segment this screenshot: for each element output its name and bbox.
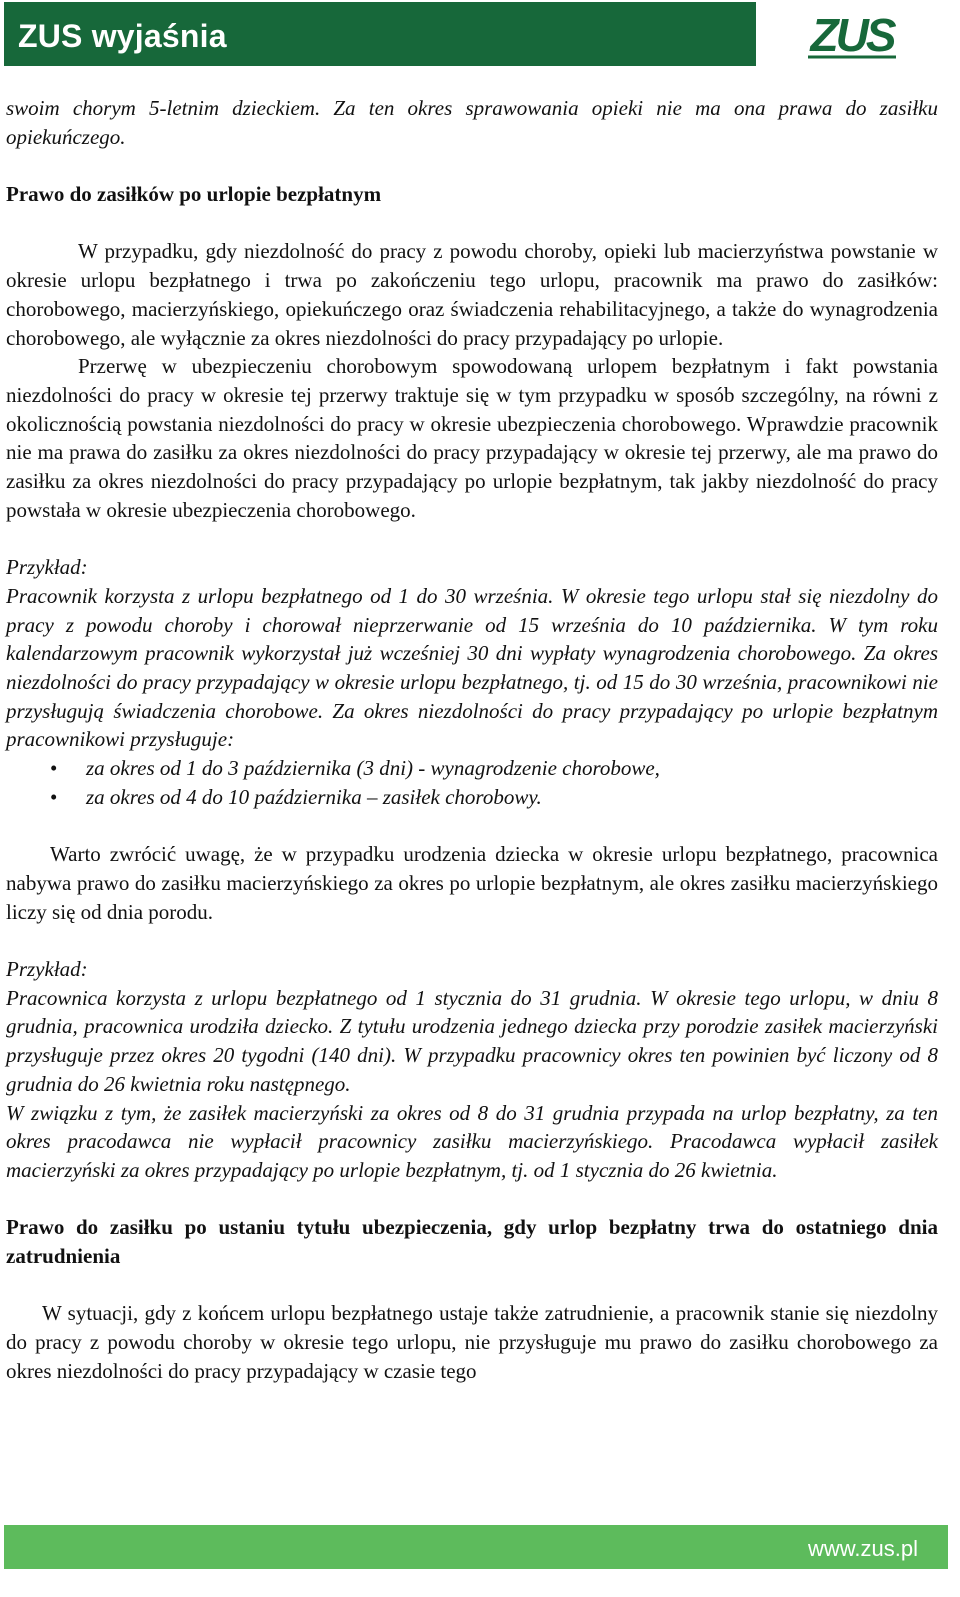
example-1-label: Przykład: [6, 555, 88, 580]
page-header [4, 2, 948, 66]
page-footer [4, 1525, 948, 1569]
header-title: ZUS wyjaśnia [18, 17, 227, 54]
document-body [6, 94, 938, 1386]
paragraph-4: W sytuacji, gdy z końcem urlopu bezpłatnego ustaje także zatrudnienie, a pracownik stanie się niezdolny do pracy z powodu choroby w okresie tego urlopu, nie przysługuje mu prawo do zasiłku chorobowego za okres niezdolności do pracy przypadający w czasie tego [6, 1301, 938, 1383]
bullet-icon: • [50, 756, 58, 781]
footer-url: www.zus.pl [807, 1536, 918, 1561]
paragraph-2: Przerwę w ubezpieczeniu chorobowym spowodowaną urlopem bezpłatnym i fakt powstania niezdolności do pracy w okresie tej przerwy traktuje się w tym przypadku w sposób szczególny, na równi z okolicznością powstania niezdolności do pracy w okresie ubezpieczenia chorobowego. Wprawdzie pracownik nie ma prawa do zasiłku za okres niezdolności do pracy przypadający w okresie tej przerwy, ale ma prawo do zasiłku za okres niezdolności do pracy przypadający po urlopie bezpłatnym, tak jakby niezdolność do pracy powstała w okresie ubezpieczenia chorobowego. [6, 354, 938, 522]
paragraph-continuation: swoim chorym 5-letnim dzieckiem. Za ten okres sprawowania opieki nie ma ona prawa do zasiłku opiekuńczego. [6, 96, 938, 149]
section-heading-1: Prawo do zasiłków po urlopie bezpłatnym [6, 182, 382, 207]
list-item: • za okres od 1 do 3 października (3 dni) - wynagrodzenie chorobowe, [6, 754, 938, 783]
paragraph-1: W przypadku, gdy niezdolność do pracy z powodu choroby, opieki lub macierzyństwa powstanie w okresie urlopu bezpłatnego i trwa po zakończeniu tego urlopu, pracownik ma prawo do zasiłków: chorobowego, macierzyńskiego, opiekuńczego oraz świadczenia rehabilitacyjnego, a także do wynagrodzenia chorobowego, ale wyłącznie za okres niezdolności do pracy przypadający po urlopie. [6, 239, 938, 350]
example-2-text-2: W związku z tym, że zasiłek macierzyński za okres od 8 do 31 grudnia przypada na urlop bezpłatny, za ten okres pracodawca nie wypłacił pracownicy zasiłku macierzyńskiego. Pracodawca wypłacił zasiłek macierzyński za okres przypadający po urlopie bezpłatnym, tj. od 1 stycznia do 26 kwietnia. [6, 1100, 938, 1182]
zus-logo [756, 2, 948, 66]
svg-text:ZUS: ZUS [810, 9, 894, 61]
list-item: • za okres od 4 do 10 października – zasiłek chorobowy. [6, 783, 938, 812]
section-heading-2: Prawo do zasiłku po ustaniu tytułu ubezpieczenia, gdy urlop bezpłatny trwa do ostatniego dnia zatrudnienia [6, 1215, 938, 1269]
paragraph-3: Warto zwrócić uwagę, że w przypadku urodzenia dziecka w okresie urlopu bezpłatnego, pracownica nabywa prawo do zasiłku macierzyńskiego za okres po urlopie bezpłatnym, ale okres zasiłku macierzyńskiego liczy się od dnia porodu. [6, 842, 938, 924]
bullet-list [6, 754, 938, 811]
zus-logo-icon [802, 7, 902, 61]
bullet-icon: • [50, 784, 58, 809]
example-1-text: Pracownik korzysta z urlopu bezpłatnego od 1 do 30 września. W okresie tego urlopu stał się niezdolny do pracy z powodu choroby i chorował nieprzerwanie od 15 września do 10 października. W tym roku kalendarzowym pracownik wykorzystał już wcześniej 30 dni wypłaty wynagrodzenia chorobowego. Za okres niezdolności do pracy przypadający w okresie urlopu bezpłatnego, tj. od 15 do 30 września, pracownikowi nie przysługują świadczenia chorobowe. Za okres niezdolności do pracy przypadający po urlopie bezpłatnym pracownikowi przysługuje: [6, 583, 938, 752]
example-2-text-1: Pracownica korzysta z urlopu bezpłatnego od 1 stycznia do 31 grudnia. W okresie tego urlopu, w dniu 8 grudnia, pracownica urodziła dziecko. Z tytułu urodzenia jednego dziecka przy porodzie zasiłek macierzyński przysługuje przez okres 20 tygodni (140 dni). W przypadku pracownicy okres ten powinien być liczony od 8 grudnia do 26 kwietnia roku następnego. [6, 985, 938, 1096]
example-2-label: Przykład: [6, 957, 88, 982]
